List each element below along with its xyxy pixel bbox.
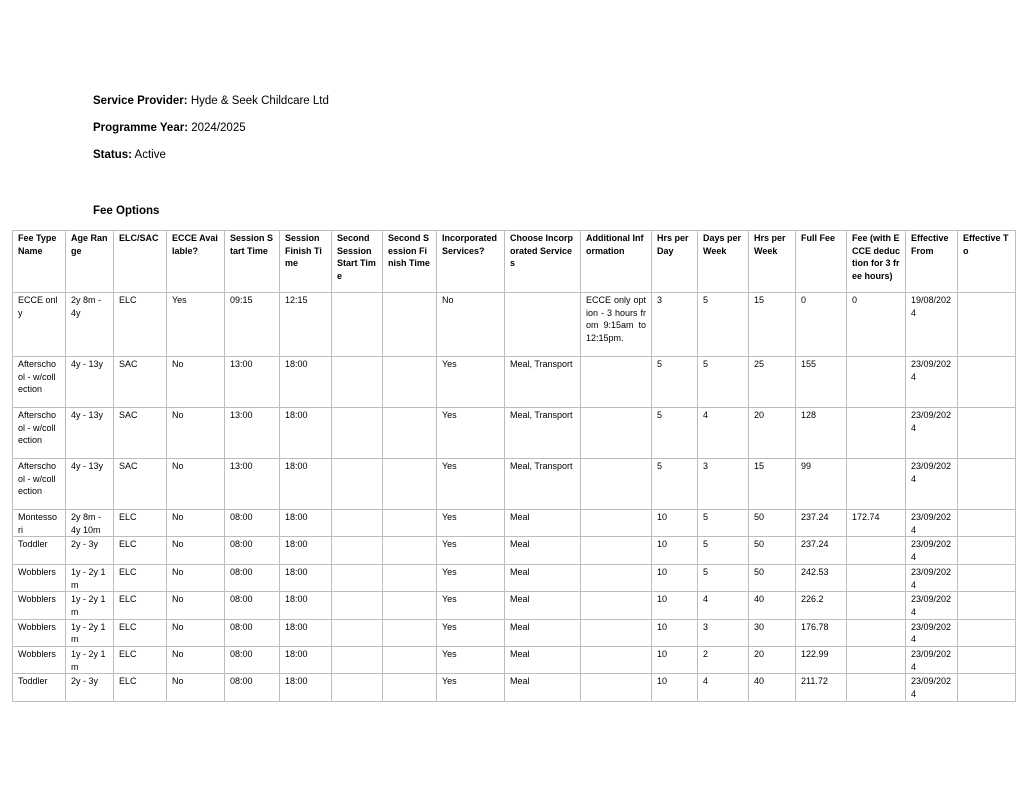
table-cell: 1y - 2y 1m: [66, 619, 114, 646]
column-header: Incorporated Services?: [437, 231, 505, 293]
table-row: [13, 408, 1016, 459]
table-cell: ELC: [114, 592, 167, 619]
table-cell: Yes: [437, 357, 505, 408]
table-cell: 2: [698, 647, 749, 674]
column-header: Hrs per Week: [749, 231, 796, 293]
table-cell: 15: [749, 293, 796, 357]
table-cell: 08:00: [225, 564, 280, 591]
table-cell: [383, 408, 437, 459]
table-cell: 23/09/2024: [906, 619, 958, 646]
column-header: Session Finish Time: [280, 231, 332, 293]
table-cell: [958, 592, 1016, 619]
table-header-row: [13, 231, 1016, 293]
column-header: Hrs per Day: [652, 231, 698, 293]
table-cell: 18:00: [280, 564, 332, 591]
table-cell: [958, 537, 1016, 564]
table-cell: [847, 674, 906, 701]
table-cell: No: [167, 647, 225, 674]
table-cell: No: [167, 564, 225, 591]
table-cell: ELC: [114, 510, 167, 537]
table-row: [13, 537, 1016, 564]
table-cell: 237.24: [796, 537, 847, 564]
table-cell: 2y - 3y: [66, 674, 114, 701]
table-cell: 5: [652, 408, 698, 459]
table-cell: [847, 592, 906, 619]
table-row: [13, 357, 1016, 408]
table-cell: ELC: [114, 674, 167, 701]
table-cell: 2y - 3y: [66, 537, 114, 564]
table-cell: 10: [652, 510, 698, 537]
status-value: Active: [134, 149, 166, 161]
table-cell: [383, 510, 437, 537]
table-cell: [383, 592, 437, 619]
table-cell: Toddler: [13, 537, 66, 564]
table-cell: 5: [652, 459, 698, 510]
table-cell: No: [167, 537, 225, 564]
table-cell: [581, 510, 652, 537]
column-header: Second Session Finish Time: [383, 231, 437, 293]
table-cell: [958, 510, 1016, 537]
table-cell: 20: [749, 647, 796, 674]
column-header: Fee (with ECCE deduction for 3 free hours): [847, 231, 906, 293]
table-cell: [383, 674, 437, 701]
table-cell: 128: [796, 408, 847, 459]
table-cell: [581, 408, 652, 459]
table-cell: 5: [698, 564, 749, 591]
table-cell: 09:15: [225, 293, 280, 357]
table-cell: [581, 674, 652, 701]
table-cell: 5: [698, 293, 749, 357]
service-provider-label: Service Provider:: [93, 95, 188, 107]
table-cell: 08:00: [225, 674, 280, 701]
table-cell: [958, 459, 1016, 510]
column-header: Choose Incorporated Services: [505, 231, 581, 293]
table-cell: [383, 293, 437, 357]
table-cell: No: [167, 674, 225, 701]
table-cell: 5: [652, 357, 698, 408]
column-header: Effective From: [906, 231, 958, 293]
service-provider-value: Hyde & Seek Childcare Ltd: [190, 95, 329, 107]
table-cell: [958, 564, 1016, 591]
table-cell: 23/09/2024: [906, 459, 958, 510]
column-header: ELC/SAC: [114, 231, 167, 293]
table-cell: 18:00: [280, 674, 332, 701]
table-cell: 18:00: [280, 510, 332, 537]
table-cell: [332, 293, 383, 357]
table-cell: [383, 564, 437, 591]
table-row: [13, 592, 1016, 619]
service-provider-line: [93, 95, 329, 107]
table-cell: [847, 357, 906, 408]
table-cell: 30: [749, 619, 796, 646]
table-cell: Yes: [437, 647, 505, 674]
table-cell: [958, 293, 1016, 357]
table-cell: 15: [749, 459, 796, 510]
fee-options-title: Fee Options: [93, 205, 160, 217]
table-cell: [581, 564, 652, 591]
table-row: [13, 647, 1016, 674]
table-cell: 4y - 13y: [66, 408, 114, 459]
table-cell: 172.74: [847, 510, 906, 537]
table-row: [13, 564, 1016, 591]
table-cell: ELC: [114, 564, 167, 591]
table-cell: Wobblers: [13, 619, 66, 646]
table-cell: Wobblers: [13, 592, 66, 619]
table-cell: [332, 459, 383, 510]
table-cell: 4y - 13y: [66, 459, 114, 510]
table-cell: 122.99: [796, 647, 847, 674]
table-row: [13, 619, 1016, 646]
table-cell: Yes: [437, 408, 505, 459]
table-cell: 211.72: [796, 674, 847, 701]
table-cell: 18:00: [280, 537, 332, 564]
table-cell: Wobblers: [13, 647, 66, 674]
table-cell: ELC: [114, 647, 167, 674]
table-cell: Meal, Transport: [505, 357, 581, 408]
table-cell: ELC: [114, 293, 167, 357]
table-cell: No: [437, 293, 505, 357]
table-cell: Yes: [437, 564, 505, 591]
table-cell: 18:00: [280, 647, 332, 674]
table-cell: Meal: [505, 674, 581, 701]
table-cell: ELC: [114, 537, 167, 564]
table-cell: [847, 408, 906, 459]
table-cell: 4: [698, 408, 749, 459]
table-cell: Meal: [505, 564, 581, 591]
programme-year-line: [93, 122, 246, 134]
column-header: Effective To: [958, 231, 1016, 293]
table-cell: [383, 537, 437, 564]
table-cell: Yes: [437, 592, 505, 619]
table-cell: 50: [749, 510, 796, 537]
table-cell: [332, 537, 383, 564]
table-cell: [383, 647, 437, 674]
table-cell: Afterschool - w/collection: [13, 459, 66, 510]
table-cell: [958, 674, 1016, 701]
table-cell: Meal, Transport: [505, 459, 581, 510]
table-cell: 13:00: [225, 408, 280, 459]
table-cell: 20: [749, 408, 796, 459]
table-cell: 08:00: [225, 537, 280, 564]
table-cell: 5: [698, 357, 749, 408]
table-cell: 3: [698, 619, 749, 646]
table-cell: [332, 510, 383, 537]
table-row: [13, 510, 1016, 537]
status-line: [93, 149, 166, 161]
table-cell: [332, 357, 383, 408]
table-cell: 40: [749, 674, 796, 701]
table-cell: 12:15: [280, 293, 332, 357]
table-cell: [332, 674, 383, 701]
table-cell: [958, 647, 1016, 674]
table-cell: Meal: [505, 619, 581, 646]
table-cell: No: [167, 459, 225, 510]
table-cell: 23/09/2024: [906, 647, 958, 674]
table-cell: 13:00: [225, 357, 280, 408]
table-cell: 3: [698, 459, 749, 510]
table-cell: 0: [796, 293, 847, 357]
table-cell: 237.24: [796, 510, 847, 537]
table-cell: 50: [749, 537, 796, 564]
table-cell: [581, 647, 652, 674]
table-cell: 226.2: [796, 592, 847, 619]
table-cell: [581, 537, 652, 564]
column-header: Additional Information: [581, 231, 652, 293]
table-cell: No: [167, 408, 225, 459]
table-cell: 5: [698, 510, 749, 537]
table-cell: 19/08/2024: [906, 293, 958, 357]
fee-options-table: [12, 230, 1016, 702]
table-cell: 10: [652, 592, 698, 619]
table-body: [13, 293, 1016, 702]
table-cell: 23/09/2024: [906, 357, 958, 408]
table-cell: 10: [652, 537, 698, 564]
programme-year-label: Programme Year:: [93, 122, 189, 134]
programme-year-value: 2024/2025: [191, 122, 246, 134]
table-cell: [332, 592, 383, 619]
table-cell: 5: [698, 537, 749, 564]
column-header: Second Session Start Time: [332, 231, 383, 293]
table-cell: 10: [652, 564, 698, 591]
table-cell: 0: [847, 293, 906, 357]
table-cell: SAC: [114, 357, 167, 408]
table-cell: 23/09/2024: [906, 592, 958, 619]
table-cell: SAC: [114, 459, 167, 510]
table-cell: Meal: [505, 592, 581, 619]
table-cell: Afterschool - w/collection: [13, 357, 66, 408]
table-cell: 176.78: [796, 619, 847, 646]
table-cell: [383, 619, 437, 646]
table-cell: [847, 459, 906, 510]
table-cell: 23/09/2024: [906, 674, 958, 701]
table-row: [13, 293, 1016, 357]
table-cell: No: [167, 592, 225, 619]
status-label: Status:: [93, 149, 132, 161]
table-cell: 4: [698, 674, 749, 701]
table-cell: [332, 564, 383, 591]
table-cell: Meal: [505, 647, 581, 674]
table-cell: No: [167, 510, 225, 537]
table-cell: Meal: [505, 537, 581, 564]
table-cell: 18:00: [280, 592, 332, 619]
column-header: Session Start Time: [225, 231, 280, 293]
table-cell: 18:00: [280, 357, 332, 408]
table-cell: 18:00: [280, 619, 332, 646]
table-cell: Yes: [437, 674, 505, 701]
table-cell: Yes: [437, 619, 505, 646]
column-header: Age Range: [66, 231, 114, 293]
table-cell: 1y - 2y 1m: [66, 592, 114, 619]
table-cell: ECCE only option - 3 hours from 9:15am to 12:15pm.: [581, 293, 652, 357]
table-cell: 155: [796, 357, 847, 408]
table-cell: 13:00: [225, 459, 280, 510]
table-cell: 242.53: [796, 564, 847, 591]
table-cell: 23/09/2024: [906, 564, 958, 591]
table-cell: [332, 647, 383, 674]
table-cell: 23/09/2024: [906, 510, 958, 537]
table-cell: [581, 619, 652, 646]
table-cell: Montessori: [13, 510, 66, 537]
table-cell: [581, 592, 652, 619]
table-cell: 2y 8m - 4y: [66, 293, 114, 357]
table-cell: [581, 459, 652, 510]
table-cell: 23/09/2024: [906, 408, 958, 459]
table-cell: Yes: [437, 537, 505, 564]
table-cell: 08:00: [225, 510, 280, 537]
table-cell: [383, 459, 437, 510]
table-cell: 08:00: [225, 619, 280, 646]
table-cell: [332, 619, 383, 646]
table-cell: [581, 357, 652, 408]
column-header: Full Fee: [796, 231, 847, 293]
table-row: [13, 674, 1016, 701]
table-cell: 3: [652, 293, 698, 357]
table-cell: [958, 408, 1016, 459]
table-cell: Afterschool - w/collection: [13, 408, 66, 459]
table-cell: 08:00: [225, 592, 280, 619]
table-cell: [958, 357, 1016, 408]
table-cell: Meal, Transport: [505, 408, 581, 459]
table-cell: 50: [749, 564, 796, 591]
table-cell: ELC: [114, 619, 167, 646]
table-cell: [332, 408, 383, 459]
table-cell: Yes: [437, 459, 505, 510]
table-cell: Toddler: [13, 674, 66, 701]
column-header: Fee Type Name: [13, 231, 66, 293]
table-cell: Wobblers: [13, 564, 66, 591]
table-cell: 18:00: [280, 459, 332, 510]
table-cell: 23/09/2024: [906, 537, 958, 564]
table-cell: [383, 357, 437, 408]
table-cell: [847, 564, 906, 591]
table-cell: 25: [749, 357, 796, 408]
table-cell: Yes: [167, 293, 225, 357]
table-cell: 4: [698, 592, 749, 619]
column-header: Days per Week: [698, 231, 749, 293]
table-cell: SAC: [114, 408, 167, 459]
table-cell: [505, 293, 581, 357]
table-row: [13, 459, 1016, 510]
table-cell: No: [167, 357, 225, 408]
table-cell: Meal: [505, 510, 581, 537]
table-cell: No: [167, 619, 225, 646]
table-cell: 1y - 2y 1m: [66, 564, 114, 591]
table-cell: 40: [749, 592, 796, 619]
table-cell: 99: [796, 459, 847, 510]
table-cell: [847, 619, 906, 646]
table-cell: 10: [652, 619, 698, 646]
table-cell: [958, 619, 1016, 646]
table-cell: Yes: [437, 510, 505, 537]
table-cell: 10: [652, 674, 698, 701]
table-cell: [847, 537, 906, 564]
table-cell: 10: [652, 647, 698, 674]
table-cell: 2y 8m - 4y 10m: [66, 510, 114, 537]
table-cell: ECCE only: [13, 293, 66, 357]
table-cell: 1y - 2y 1m: [66, 647, 114, 674]
table-cell: 08:00: [225, 647, 280, 674]
table-cell: 4y - 13y: [66, 357, 114, 408]
table-cell: 18:00: [280, 408, 332, 459]
column-header: ECCE Available?: [167, 231, 225, 293]
table-cell: [847, 647, 906, 674]
